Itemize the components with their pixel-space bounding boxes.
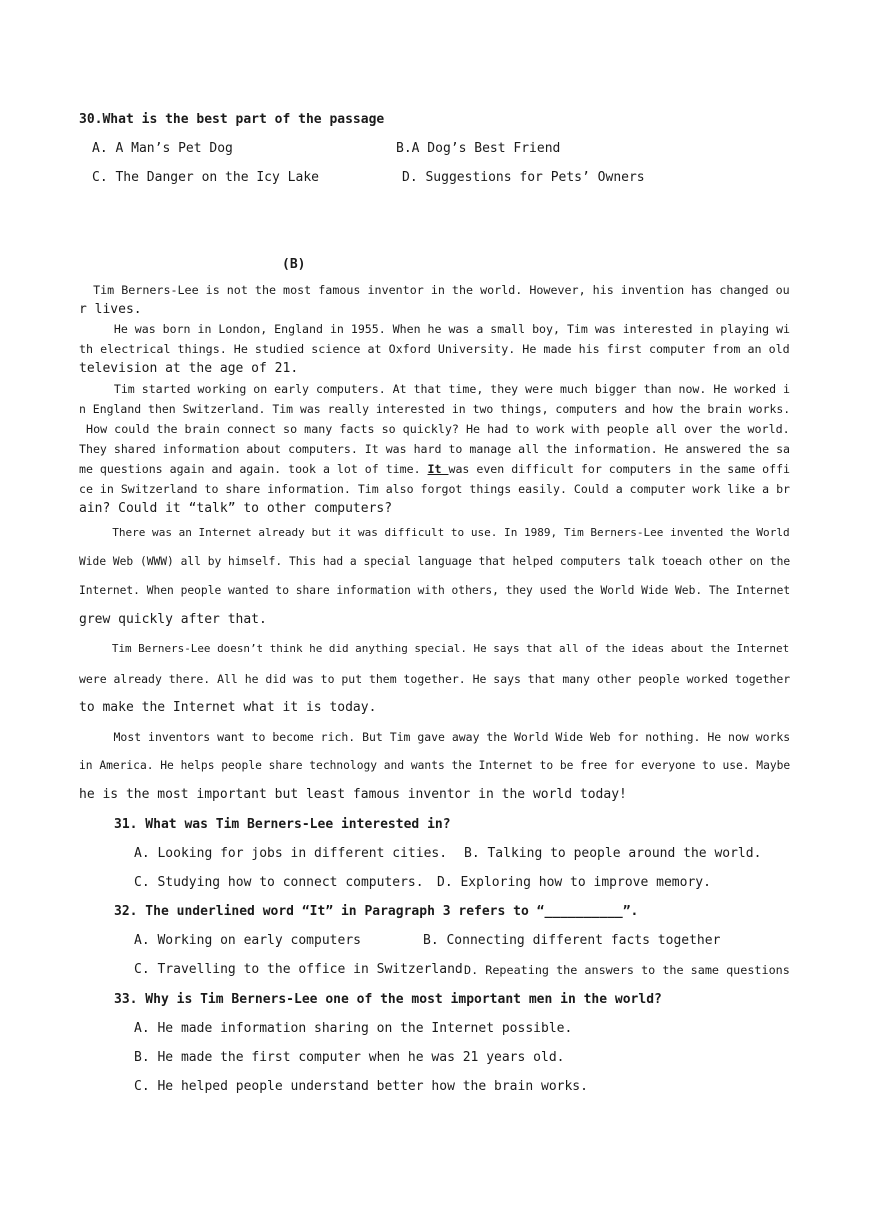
q32-option-c: C. Travelling to the office in Switzerland (134, 962, 463, 977)
passage-line (79, 460, 790, 478)
passage-text: was even difficult for computers in the same offi (448, 462, 791, 476)
q31-option-c: C. Studying how to connect computers. (134, 875, 424, 890)
passage-line: th electrical things. He studied science at Oxford University. He made his first computer from an old (79, 342, 790, 356)
passage-line: he is the most important but least famous inventor in the world today! (79, 787, 627, 802)
q30-question: 30.What is the best part of the passage (79, 112, 385, 127)
passage-line: They shared information about computers. It was hard to manage all the information. He answered the sa (79, 442, 791, 456)
passage-line: Wide Web (WWW) all by himself. This had a special language that helped computers talk toeach other on the (79, 555, 791, 568)
passage-text: me questions again and again. took a lot of time. (79, 462, 428, 476)
passage-line: n England then Switzerland. Tim was really interested in two things, computers and how the brain works. (79, 402, 791, 416)
passage-line: r lives. (79, 302, 142, 317)
q30-option-b: B.A Dog’s Best Friend (396, 141, 561, 156)
q30-option-d: D. Suggestions for Pets’ Owners (402, 170, 645, 185)
q33-option-c: C. He helped people understand better how the brain works. (134, 1079, 588, 1094)
passage-line: grew quickly after that. (79, 612, 267, 627)
passage-line: Most inventors want to become rich. But Tim gave away the World Wide Web for nothing. He now works (79, 730, 791, 744)
passage-line: Internet. When people wanted to share information with others, they used the World Wide Web. The Internet (79, 584, 791, 597)
q30-option-a: A. A Man’s Pet Dog (92, 141, 233, 156)
passage-line: He was born in London, England in 1955. When he was a small boy, Tim was interested in playing wi (79, 322, 791, 336)
q32-option-b: B. Connecting different facts together (423, 933, 721, 948)
q30-option-c: C. The Danger on the Icy Lake (92, 170, 319, 185)
passage-line: Tim started working on early computers. At that time, they were much bigger than now. He worked i (79, 382, 791, 396)
q31-question: 31. What was Tim Berners-Lee interested in? (114, 817, 451, 832)
q33-option-a: A. He made information sharing on the Internet possible. (134, 1021, 573, 1036)
passage-line: ce in Switzerland to share information. Tim also forgot things easily. Could a computer work like a br (79, 482, 791, 496)
passage-line: television at the age of 21. (79, 361, 299, 376)
passage-line: ain? Could it “talk” to other computers? (79, 501, 393, 516)
q33-question: 33. Why is Tim Berners-Lee one of the most important men in the world? (114, 992, 662, 1007)
passage-line: to make the Internet what it is today. (79, 700, 377, 715)
passage-line: How could the brain connect so many facts so quickly? He had to work with people all over the world. (79, 422, 790, 436)
passage-line: in America. He helps people share technology and wants the Internet to be free for everyone to use. Maybe (79, 759, 791, 772)
underlined-word: It (427, 462, 449, 476)
passage-line: Tim Berners-Lee doesn’t think he did anything special. He says that all of the ideas about the Internet (79, 642, 790, 655)
q32-option-d: D. Repeating the answers to the same questions (464, 963, 790, 977)
section-heading: (B) (282, 257, 306, 272)
q31-option-b: B. Talking to people around the world. (464, 846, 762, 861)
passage-line: Tim Berners-Lee is not the most famous inventor in the world. However, his invention has changed ou (79, 283, 790, 297)
q31-option-a: A. Looking for jobs in different cities. (134, 846, 448, 861)
passage-line: were already there. All he did was to put them together. He says that many other people worked together (79, 672, 791, 686)
passage-line: There was an Internet already but it was difficult to use. In 1989, Tim Berners-Lee invented the World (79, 526, 790, 539)
q31-option-d: D. Exploring how to improve memory. (437, 875, 711, 890)
q32-option-a: A. Working on early computers (134, 933, 361, 948)
q32-question: 32. The underlined word “It” in Paragraph 3 refers to “__________”. (114, 904, 639, 919)
q33-option-b: B. He made the first computer when he was 21 years old. (134, 1050, 565, 1065)
